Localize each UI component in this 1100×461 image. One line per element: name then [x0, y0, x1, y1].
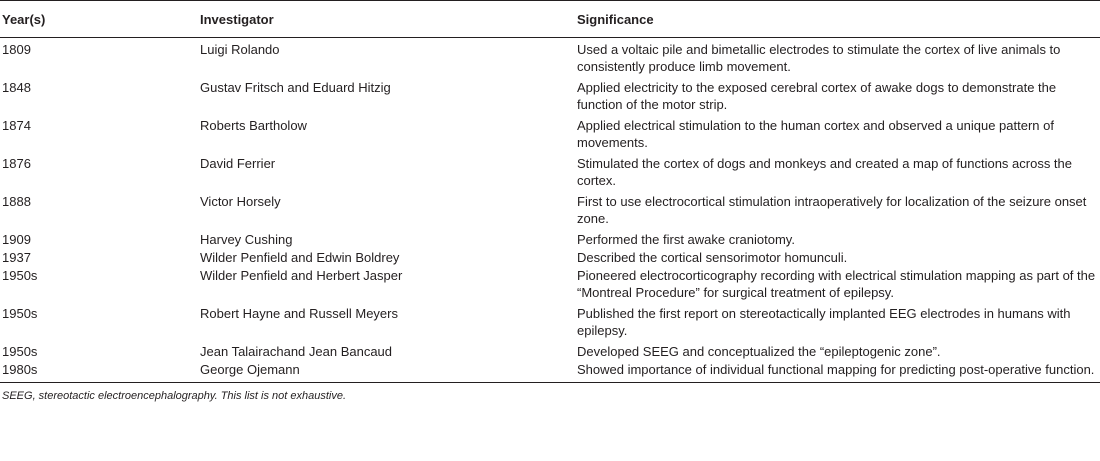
cell-investigator: Jean Talairachand Jean Bancaud — [200, 344, 393, 359]
cell-year: 1809 — [2, 42, 31, 57]
cell-investigator: Harvey Cushing — [200, 232, 293, 247]
table-row — [0, 343, 1100, 361]
cell-investigator: George Ojemann — [200, 361, 577, 383]
cell-year: 1909 — [2, 232, 31, 247]
column-header-year: Year(s) — [0, 1, 200, 38]
cell-significance: Used a voltaic pile and bimetallic electrodes to stimulate the cortex of live animals to consistently produce limb movement. — [577, 42, 1061, 74]
cell-investigator: Roberts Bartholow — [200, 118, 307, 133]
cell-year: 1950s — [2, 306, 38, 321]
cell-year: 1848 — [2, 80, 31, 95]
cell-significance: Developed SEEG and conceptualized the “epileptogenic zone”. — [577, 344, 941, 359]
table-row — [0, 267, 1100, 305]
cell-investigator: Wilder Penfield and Herbert Jasper — [200, 268, 403, 283]
cell-investigator: Robert Hayne and Russell Meyers — [200, 306, 398, 321]
cell-year: 1888 — [2, 194, 31, 209]
cell-year: 1937 — [2, 250, 31, 265]
column-header-significance: Significance — [577, 1, 1100, 38]
cell-investigator: Gustav Fritsch and Eduard Hitzig — [200, 80, 391, 95]
cell-significance: First to use electrocortical stimulation intraoperatively for localization of the seizure onset zone. — [577, 194, 1087, 226]
cell-significance: Described the cortical sensorimotor homunculi. — [577, 250, 848, 265]
table-row — [0, 193, 1100, 231]
cell-investigator: Wilder Penfield and Edwin Boldrey — [200, 250, 400, 265]
cell-investigator: Luigi Rolando — [200, 42, 280, 57]
cell-significance: Applied electrical stimulation to the human cortex and observed a unique pattern of movements. — [577, 118, 1054, 150]
cell-year: 1980s — [0, 361, 200, 383]
table-row — [0, 79, 1100, 117]
cell-investigator: Victor Horsely — [200, 194, 281, 209]
column-header-investigator: Investigator — [200, 1, 577, 38]
cell-year: 1950s — [2, 268, 38, 283]
cell-year: 1876 — [2, 156, 31, 171]
table-row — [0, 38, 1100, 80]
table-row — [0, 305, 1100, 343]
table-row — [0, 361, 1100, 383]
table-row — [0, 249, 1100, 267]
cell-significance: Performed the first awake craniotomy. — [577, 232, 795, 247]
cell-significance: Stimulated the cortex of dogs and monkeys and created a map of functions across the cortex. — [577, 156, 1073, 188]
cell-significance: Pioneered electrocorticography recording with electrical stimulation mapping as part of the “Montreal Procedure” for surgical treatment of epilepsy. — [577, 268, 1096, 300]
table-row — [0, 231, 1100, 249]
cell-year: 1874 — [2, 118, 31, 133]
cell-investigator: David Ferrier — [200, 156, 276, 171]
table-row — [0, 155, 1100, 193]
table-header-row — [0, 1, 1100, 38]
cell-significance: Published the first report on stereotactically implanted EEG electrodes in humans with epilepsy. — [577, 306, 1071, 338]
table-footnote: SEEG, stereotactic electroencephalography. This list is not exhaustive. — [2, 390, 347, 402]
cell-significance: Showed importance of individual functional mapping for predicting post-operative function. — [577, 361, 1100, 383]
cell-significance: Applied electricity to the exposed cerebral cortex of awake dogs to demonstrate the function of the motor strip. — [577, 80, 1057, 112]
cell-year: 1950s — [2, 344, 38, 359]
table-row — [0, 117, 1100, 155]
